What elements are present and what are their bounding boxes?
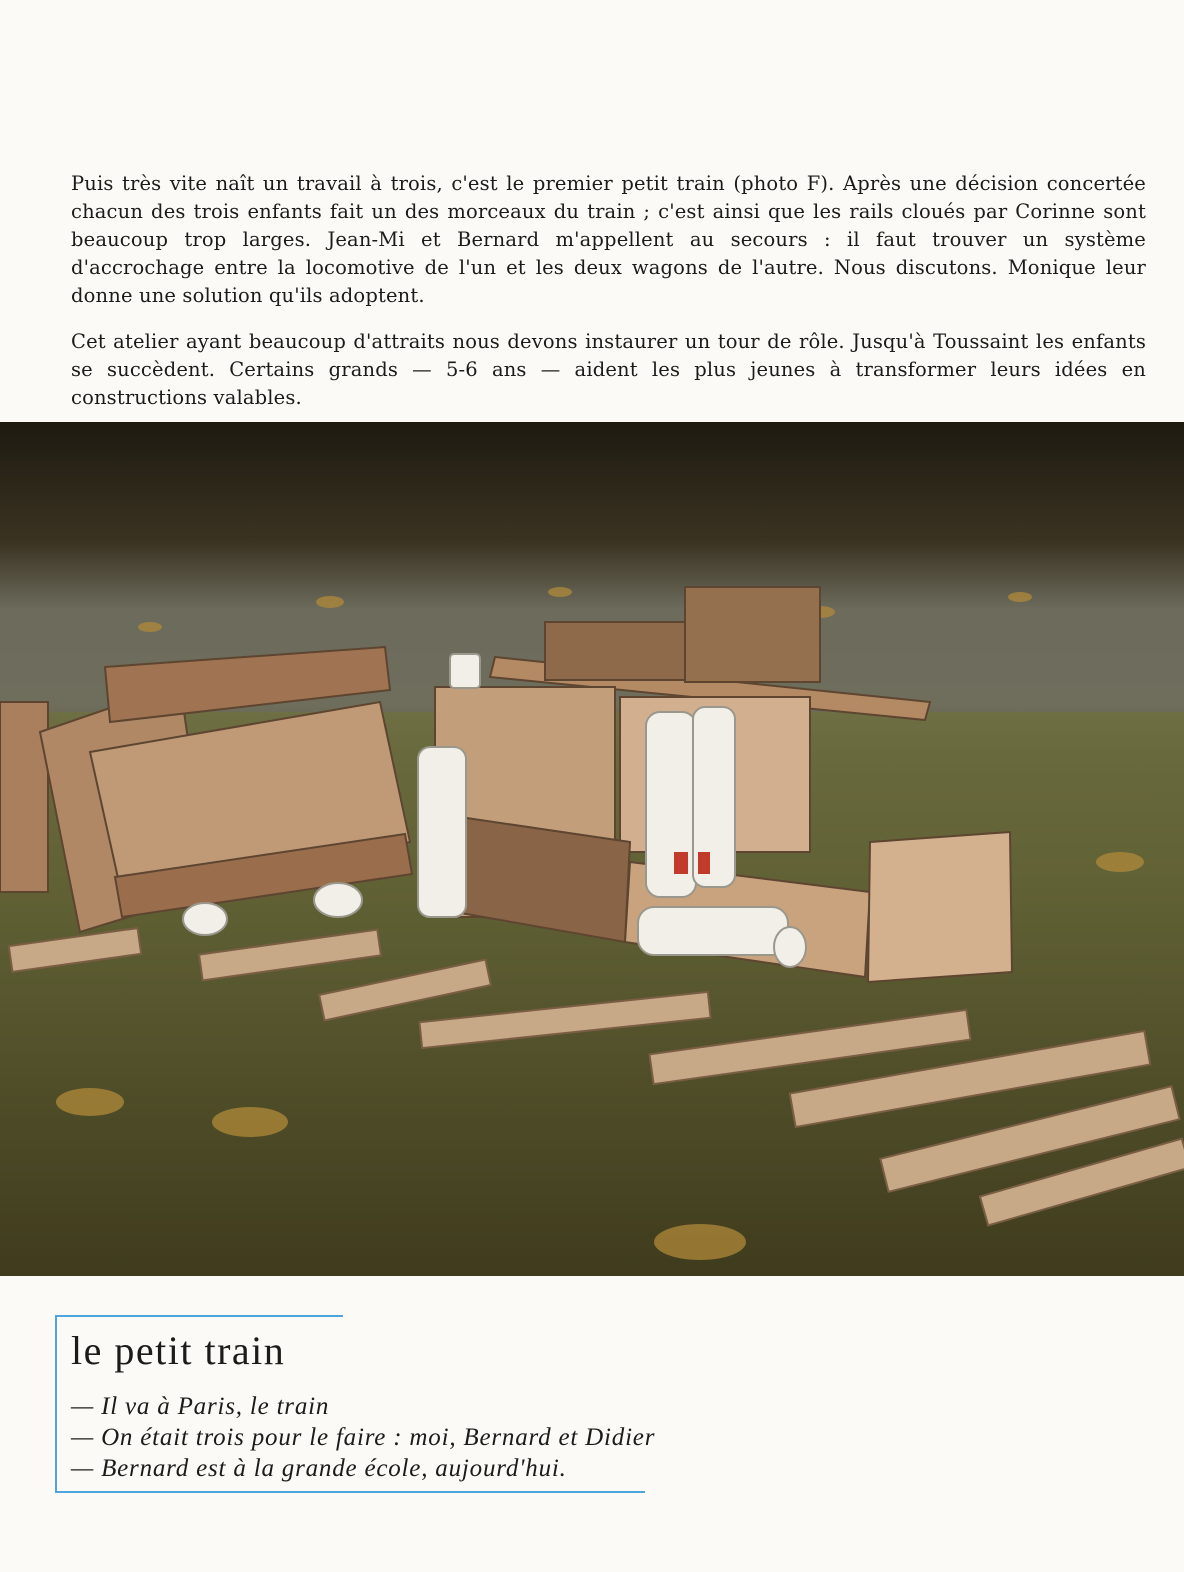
quote-line: — Bernard est à la grande école, aujourd'hui. [71, 1455, 567, 1482]
caption-quotes [71, 1391, 655, 1484]
body-text [71, 170, 1146, 430]
quote-line: — On était trois pour le faire : moi, Bernard et Didier [71, 1424, 656, 1451]
quote-line: — Il va à Paris, le train [71, 1393, 330, 1420]
train-photo-illustration [0, 422, 1184, 1276]
paragraph-2: Cet atelier ayant beaucoup d'attraits nous devons instaurer un tour de rôle. Jusqu'à Toussaint les enfants se succèdent. Certains grands — 5-6 ans — aident les plus jeunes à transformer leurs idées en constructions valables. [71, 330, 1146, 409]
caption-box [55, 1315, 656, 1493]
caption-title: le petit train [71, 1328, 286, 1373]
caption-border-top [55, 1315, 343, 1317]
caption-border-left [55, 1315, 57, 1493]
train-photo [0, 422, 1184, 1276]
caption-border-bottom [55, 1491, 645, 1493]
paragraph-1: Puis très vite naît un travail à trois, c'est le premier petit train (photo F). Après une décision concertée chacun des trois enfants fait un des morceaux du train ; c'est ainsi que les rails cloués par Corinne sont beaucoup trop larges. Jean-Mi et Bernard m'appellent au secours : il faut trouver un système d'accrochage entre la locomotive de l'un et les deux wagons de l'autre. Nous discutons. Monique leur donne une solution qu'ils adoptent. [71, 172, 1146, 307]
